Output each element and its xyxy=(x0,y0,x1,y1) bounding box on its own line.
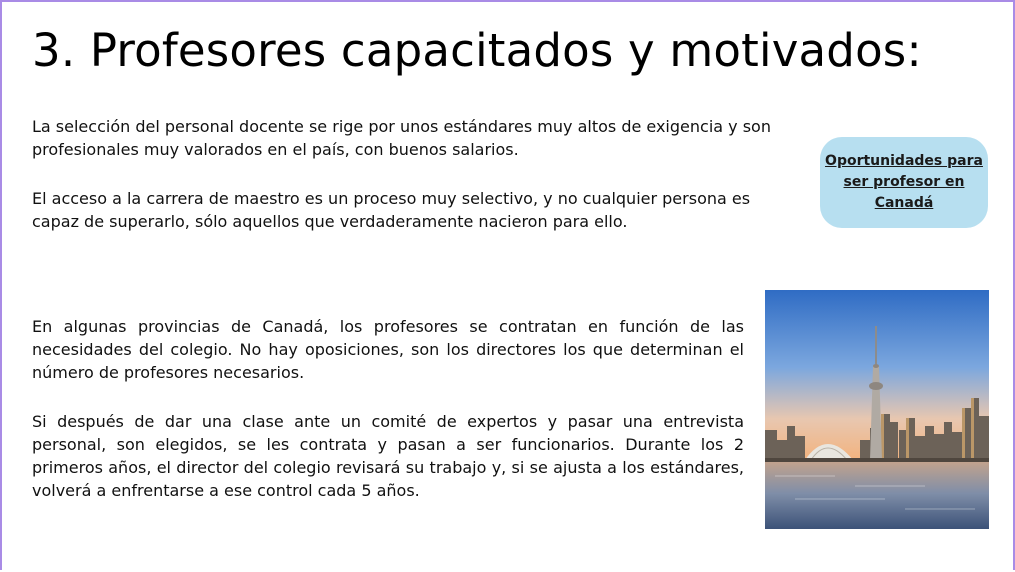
teacher-opportunities-link-button[interactable] xyxy=(820,137,988,228)
teacher-opportunities-link-label[interactable]: Oportunidades para ser profesor en Canadá xyxy=(825,153,983,211)
paragraph-hiring: Si después de dar una clase ante un comité de expertos y pasar una entrevista personal, son elegidos, se les contrata y pasan a ser funcionarios. Durante los 2 primeros años, el director del colegio revisará su trabajo y, si se ajusta a los estándares, volverá a enfrentarse a ese control cada 5 años. xyxy=(32,412,744,500)
paragraph-provinces: En algunas provincias de Canadá, los profesores se contratan en función de las necesidades del colegio. No hay oposiciones, son los directores los que determinan el número de profesores necesarios. xyxy=(32,317,744,382)
paragraph-access: El acceso a la carrera de maestro es un proceso muy selectivo, y no cualquier persona es capaz de superarlo, sólo aquellos que verdaderamente nacieron para ello. xyxy=(32,189,751,231)
toronto-skyline-image xyxy=(765,290,989,529)
slide-title: 3. Profesores capacitados y motivados: xyxy=(32,24,922,77)
paragraph-selection: La selección del personal docente se rige por unos estándares muy altos de exigencia y son profesionales muy valorados en el país, con buenos salarios. xyxy=(32,117,771,159)
